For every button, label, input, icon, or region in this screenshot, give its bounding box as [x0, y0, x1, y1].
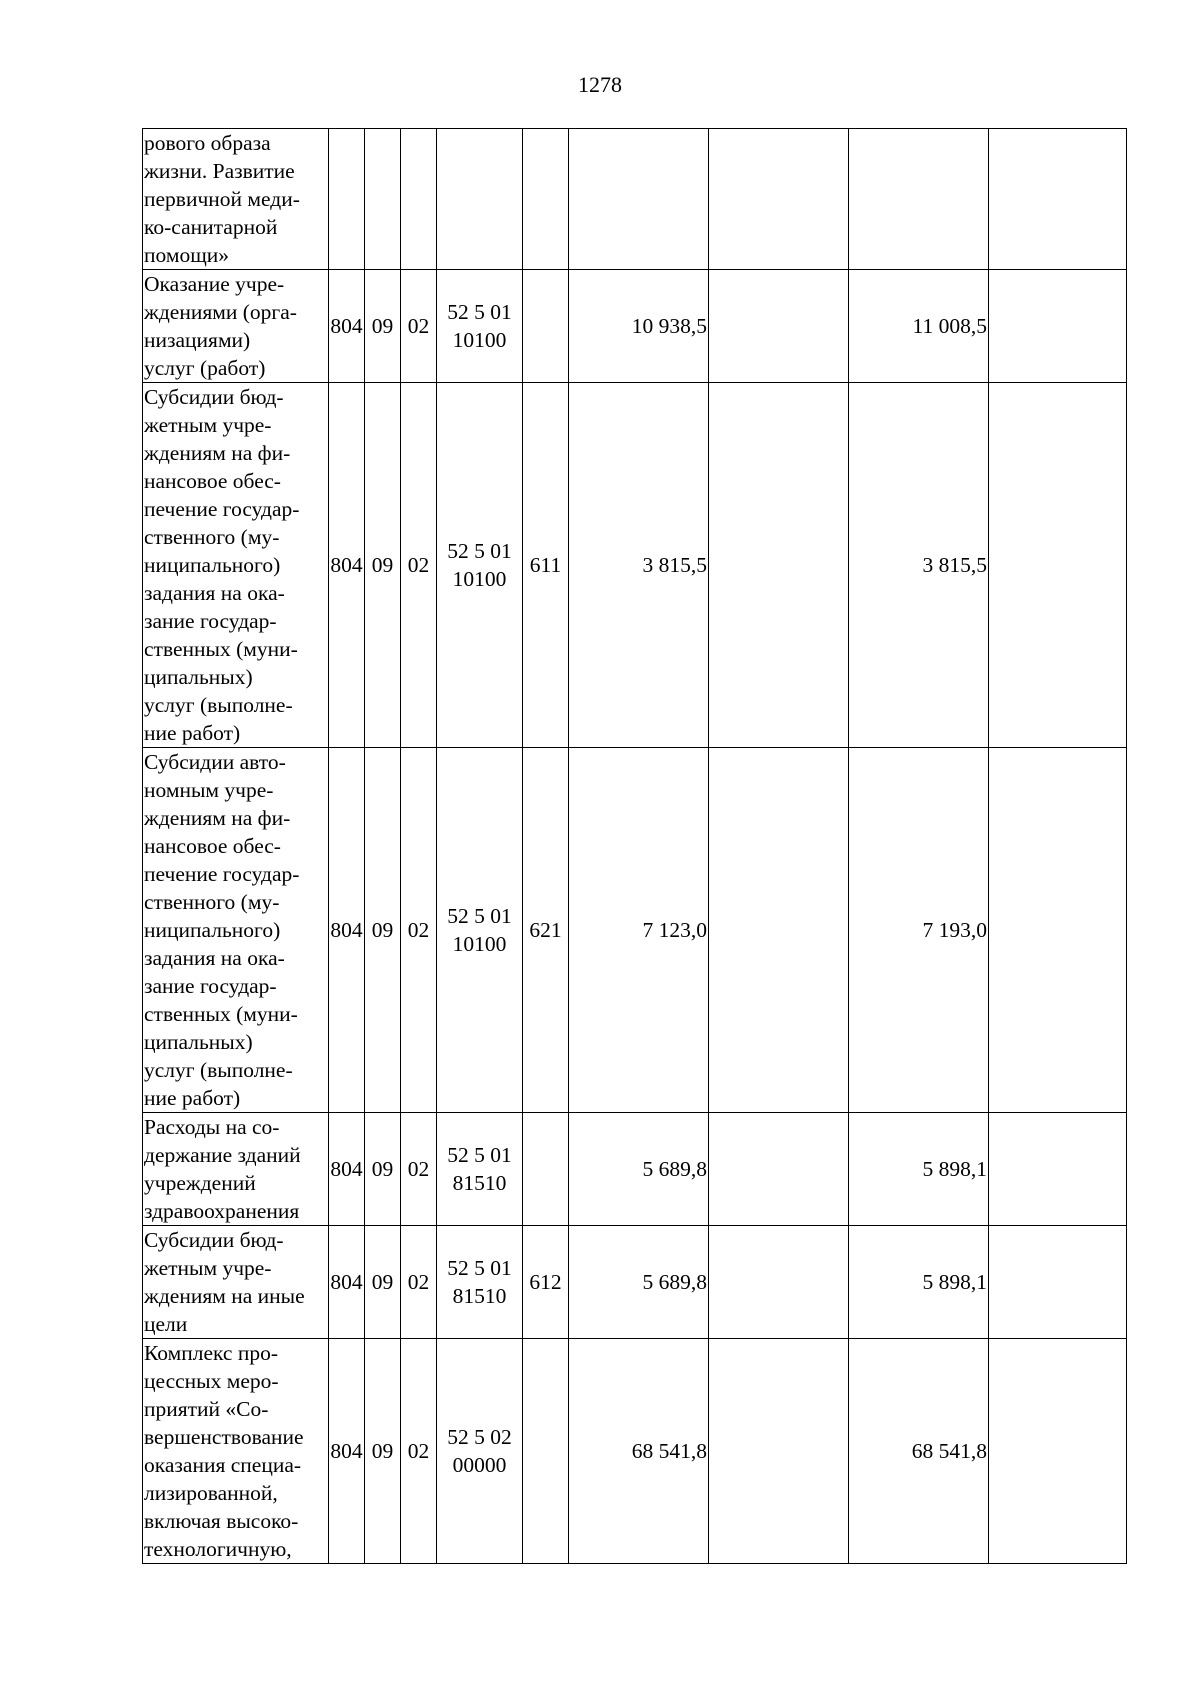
row-name-line: Комплекс про- — [144, 1341, 278, 1365]
row-name-line: ние работ) — [144, 721, 241, 745]
sum-4-cell — [989, 383, 1127, 748]
csr-code-line: 10100 — [452, 932, 507, 956]
sum-3-cell: 68 541,8 — [849, 1339, 989, 1564]
row-name-cell — [143, 748, 329, 1113]
table-row — [143, 748, 1127, 1113]
csr-code-line: 52 5 01 — [447, 1143, 512, 1167]
row-name-line: ниципального) — [144, 553, 281, 577]
csr-code-line: 00000 — [452, 1453, 507, 1477]
row-name-line: жетным учре- — [144, 413, 272, 437]
csr-code-line: 52 5 02 — [447, 1425, 512, 1449]
sum-1-cell: 68 541,8 — [569, 1339, 709, 1564]
sum-2-cell — [709, 1339, 849, 1564]
row-name-line: первичной меди- — [144, 187, 300, 211]
table-row — [143, 383, 1127, 748]
row-name-line: включая высоко- — [144, 1509, 299, 1533]
row-name-line: оказания специа- — [144, 1453, 302, 1477]
row-name-line: ждениям на фи- — [144, 441, 291, 465]
row-name-line: лизированной, — [144, 1481, 278, 1505]
pr-code-cell: 02 — [401, 1113, 437, 1226]
row-name-line: рового образа — [144, 131, 271, 155]
row-name-line: печение государ- — [144, 497, 300, 521]
budget-table — [142, 128, 1127, 1564]
row-name-cell — [143, 1226, 329, 1339]
row-name-line: Субсидии авто- — [144, 750, 286, 774]
row-name-line: цессных меро- — [144, 1369, 279, 1393]
vr-code-cell: 621 — [523, 748, 569, 1113]
gr-code-cell: 804 — [329, 383, 365, 748]
csr-code-cell — [437, 1113, 523, 1226]
sum-1-cell: 5 689,8 — [569, 1226, 709, 1339]
row-name-line: ние работ) — [144, 1086, 241, 1110]
row-name-line: цели — [144, 1312, 188, 1336]
row-name-line: помощи» — [144, 243, 230, 267]
rz-code-cell: 09 — [365, 1339, 401, 1564]
row-name-line: ждениями (орга- — [144, 300, 297, 324]
vr-code-cell: 612 — [523, 1226, 569, 1339]
sum-1-cell — [569, 129, 709, 270]
pr-code-cell: 02 — [401, 748, 437, 1113]
row-name-line: учреждений — [144, 1171, 256, 1195]
table-row — [143, 1339, 1127, 1564]
vr-code-cell — [523, 129, 569, 270]
sum-1-cell: 7 123,0 — [569, 748, 709, 1113]
csr-code-line: 10100 — [452, 328, 507, 352]
row-name-line: нансовое обес- — [144, 834, 281, 858]
table-row — [143, 270, 1127, 383]
sum-3-cell: 7 193,0 — [849, 748, 989, 1113]
rz-code-cell: 09 — [365, 748, 401, 1113]
rz-code-cell: 09 — [365, 270, 401, 383]
row-name-line: услуг (выполне- — [144, 1058, 293, 1082]
sum-4-cell — [989, 1113, 1127, 1226]
sum-4-cell — [989, 748, 1127, 1113]
row-name-line: жетным учре- — [144, 1256, 272, 1280]
sum-2-cell — [709, 270, 849, 383]
pr-code-cell: 02 — [401, 1226, 437, 1339]
csr-code-line: 81510 — [452, 1284, 507, 1308]
row-name-line: ственного (му- — [144, 525, 280, 549]
row-name-line: зание государ- — [144, 609, 277, 633]
page-number: 1278 — [578, 72, 622, 97]
row-name-line: Расходы на со- — [144, 1115, 280, 1139]
gr-code-cell: 804 — [329, 748, 365, 1113]
row-name-line: ственных (муни- — [144, 1002, 298, 1026]
gr-code-cell: 804 — [329, 270, 365, 383]
row-name-line: Субсидии бюд- — [144, 1228, 284, 1252]
sum-2-cell — [709, 748, 849, 1113]
table-row — [143, 129, 1127, 270]
pr-code-cell: 02 — [401, 1339, 437, 1564]
row-name-line: ципальных) — [144, 665, 253, 689]
pr-code-cell: 02 — [401, 270, 437, 383]
gr-code-cell — [329, 129, 365, 270]
sum-4-cell — [989, 1339, 1127, 1564]
row-name-line: ственных (муни- — [144, 637, 298, 661]
pr-code-cell: 02 — [401, 383, 437, 748]
row-name-line: Оказание учре- — [144, 272, 285, 296]
row-name-line: номным учре- — [144, 778, 274, 802]
gr-code-cell: 804 — [329, 1226, 365, 1339]
sum-4-cell — [989, 129, 1127, 270]
sum-3-cell: 5 898,1 — [849, 1113, 989, 1226]
csr-code-cell — [437, 270, 523, 383]
pr-code-cell — [401, 129, 437, 270]
row-name-line: здравоохранения — [144, 1199, 300, 1223]
sum-1-cell: 5 689,8 — [569, 1113, 709, 1226]
row-name-cell — [143, 1339, 329, 1564]
sum-4-cell — [989, 270, 1127, 383]
table-body — [143, 129, 1127, 1564]
row-name-line: ципальных) — [144, 1030, 253, 1054]
row-name-cell — [143, 1113, 329, 1226]
sum-2-cell — [709, 129, 849, 270]
csr-code-cell — [437, 129, 523, 270]
csr-code-line: 52 5 01 — [447, 904, 512, 928]
csr-code-cell — [437, 383, 523, 748]
sum-2-cell — [709, 1113, 849, 1226]
row-name-line: ждениям на иные — [144, 1284, 305, 1308]
sum-1-cell: 3 815,5 — [569, 383, 709, 748]
row-name-line: печение государ- — [144, 862, 300, 886]
sum-3-cell: 11 008,5 — [849, 270, 989, 383]
table-row — [143, 1226, 1127, 1339]
rz-code-cell: 09 — [365, 383, 401, 748]
row-name-line: вершенствование — [144, 1425, 304, 1449]
row-name-line: низациями) — [144, 328, 251, 352]
row-name-cell — [143, 383, 329, 748]
row-name-line: нансовое обес- — [144, 469, 281, 493]
row-name-line: ниципального) — [144, 918, 281, 942]
rz-code-cell: 09 — [365, 1226, 401, 1339]
csr-code-line: 10100 — [452, 567, 507, 591]
sum-3-cell: 3 815,5 — [849, 383, 989, 748]
row-name-line: задания на ока- — [144, 946, 285, 970]
vr-code-cell — [523, 1113, 569, 1226]
row-name-line: приятий «Со- — [144, 1397, 269, 1421]
row-name-line: технологичную, — [144, 1537, 292, 1561]
csr-code-line: 52 5 01 — [447, 539, 512, 563]
row-name-cell — [143, 129, 329, 270]
sum-3-cell — [849, 129, 989, 270]
row-name-line: услуг (работ) — [144, 356, 266, 380]
csr-code-line: 81510 — [452, 1171, 507, 1195]
sum-4-cell — [989, 1226, 1127, 1339]
row-name-line: ждениям на фи- — [144, 806, 291, 830]
vr-code-cell — [523, 1339, 569, 1564]
csr-code-cell — [437, 1339, 523, 1564]
gr-code-cell: 804 — [329, 1113, 365, 1226]
row-name-line: ко-санитарной — [144, 215, 278, 239]
vr-code-cell: 611 — [523, 383, 569, 748]
row-name-line: жизни. Развитие — [144, 159, 295, 183]
csr-code-cell — [437, 1226, 523, 1339]
sum-1-cell: 10 938,5 — [569, 270, 709, 383]
row-name-line: держание зданий — [144, 1143, 301, 1167]
row-name-line: ственного (му- — [144, 890, 280, 914]
rz-code-cell — [365, 129, 401, 270]
csr-code-line: 52 5 01 — [447, 300, 512, 324]
row-name-line: зание государ- — [144, 974, 277, 998]
csr-code-cell — [437, 748, 523, 1113]
vr-code-cell — [523, 270, 569, 383]
gr-code-cell: 804 — [329, 1339, 365, 1564]
sum-2-cell — [709, 383, 849, 748]
row-name-cell — [143, 270, 329, 383]
sum-3-cell: 5 898,1 — [849, 1226, 989, 1339]
sum-2-cell — [709, 1226, 849, 1339]
row-name-line: Субсидии бюд- — [144, 385, 284, 409]
row-name-line: услуг (выполне- — [144, 693, 293, 717]
table-row — [143, 1113, 1127, 1226]
rz-code-cell: 09 — [365, 1113, 401, 1226]
row-name-line: задания на ока- — [144, 581, 285, 605]
csr-code-line: 52 5 01 — [447, 1256, 512, 1280]
